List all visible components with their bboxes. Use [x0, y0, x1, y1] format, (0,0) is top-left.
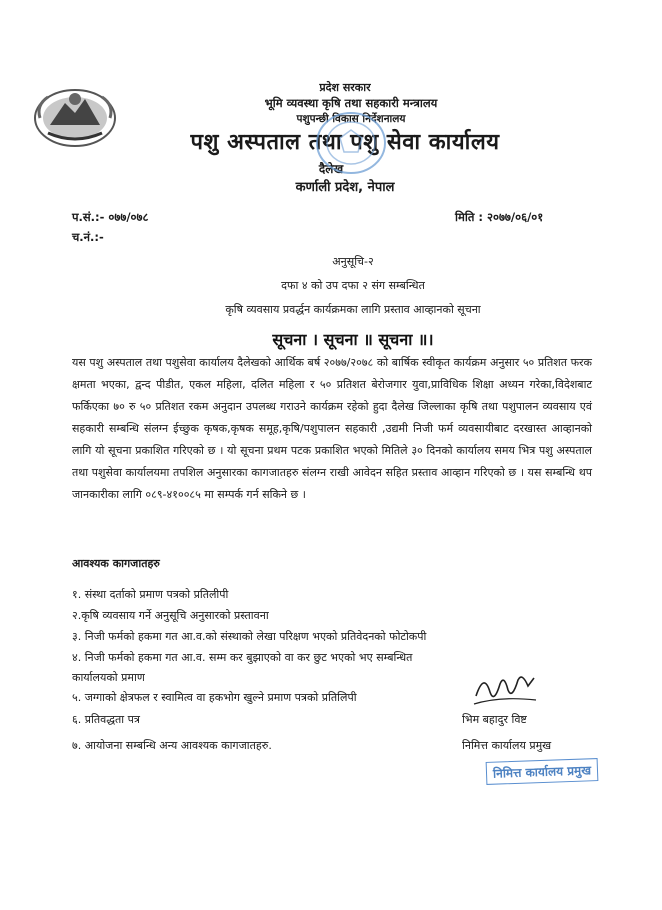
- directorate-name: पशुपन्छी विकास निर्देशनालय: [296, 113, 406, 125]
- notice-subject: कृषि व्यवसाय प्रवर्द्धन कार्यक्रमका लागि प्रस्ताव आव्हानको सूचना: [225, 303, 481, 316]
- government-label: प्रदेश सरकार: [319, 81, 371, 94]
- signatory-name: भिम बहादुर विष्ट: [462, 713, 527, 726]
- requirement-item: १. संस्था दर्ताको प्रमाण पत्रको प्रतिलीपी: [72, 588, 229, 601]
- notice-date: मिति : २०७७/०६/०१: [455, 210, 544, 224]
- requirement-item-continued: कार्यालयको प्रमाण: [72, 671, 145, 684]
- requirements-heading: आवश्यक कागजातहरु: [72, 557, 160, 570]
- annex-label: अनुसूचि-२: [332, 255, 374, 268]
- office-round-seal-icon: [312, 108, 390, 178]
- official-stamp: निमित्त कार्यालय प्रमुख: [486, 758, 599, 785]
- requirement-item: ४. निजी फर्मको हकमा गत आ.व. सम्म कर बुझाएको वा कर छुट भएको भए सम्बन्धित: [72, 651, 413, 664]
- signatory-role: निमित्त कार्यालय प्रमुख: [462, 739, 552, 752]
- requirement-item: ६. प्रतिवद्धता पत्र: [72, 713, 140, 726]
- requirement-item: ३. निजी फर्मको हकमा गत आ.व.को संस्थाको लेखा परिक्षण भएको प्रतिवेदनको फोटोकपी: [72, 630, 427, 643]
- province-name: कर्णाली प्रदेश, नेपाल: [295, 180, 395, 195]
- section-reference: दफा ४ को उप दफा २ संग सम्बन्धित: [281, 279, 425, 292]
- requirement-item: ५. जग्गाको क्षेत्रफल र स्वामित्व वा हकभोग खुल्ने प्रमाण पत्रको प्रतिलिपी: [72, 691, 357, 704]
- office-location: दैलेख: [318, 162, 344, 176]
- requirement-item: २.कृषि व्यवसाय गर्ने अनुसूचि अनुसारको प्रस्तावना: [72, 609, 269, 622]
- notice-title: सूचना । सूचना ॥ सूचना ॥।: [272, 330, 434, 349]
- notice-body: यस पशु अस्पताल तथा पशुसेवा कार्यालय दैलेखको आर्थिक बर्ष २०७७/२०७८ को बार्षिक स्वीकृत कार्यक्रम अनुसार ५० प्रतिशत फरक क्षमता भएका, द्वन्द पीडीत, एकल महिला, दलित महिला र ५० प्रतिशत बेरोजगार युवा,प्राविधिक शिक्षा अध्यन गरेका,विदेशबाट फर्किएका ७० रु ५० प्रतिशत रकम अनुदान उपलब्ध गराउने कार्यक्रम रहेको हुदा दैलेख जिल्लाका कृषि तथा पशुपालन व्यवसाय एवं सहकारी सम्बन्धि संलग्न ईच्छुक कृषक,कृषक समूह,कृषि/पशुपालन सहकारी ,उद्यमी निजी फर्म व्यवसायीबाट दरखास्त आव्हानको लागि यो सूचना प्रकाशित गरिएको छ । यो सूचना प्रथम पटक प्रकाशित भएको मितिले ३० दिनको कार्यालय समय भित्र पशु अस्पताल तथा पशुसेवा कार्यालयमा तपशिल अनुसारका कागजातहरु संलग्न राखी आवेदन सहित प्रस्ताव आव्हान गरिएको छ । यस सम्बन्धि थप जानकारीका लागि ०८९-४१००८५ मा सम्पर्क गर्न सकिने छ ।: [72, 356, 592, 501]
- handwritten-signature-icon: [470, 666, 540, 710]
- office-name: पशु अस्पताल तथा पशु सेवा कार्यालय: [190, 130, 500, 155]
- ministry-name: भूमि व्यवस्था कृषि तथा सहकारी मन्त्रालय: [264, 96, 438, 110]
- dispatch-number: च.नं.:-: [72, 230, 104, 244]
- requirement-item: ७. आयोजना सम्बन्धि अन्य आवश्यक कागजातहरु.: [72, 739, 272, 752]
- reference-number: प.सं.:- ०७७/०७८: [72, 210, 149, 224]
